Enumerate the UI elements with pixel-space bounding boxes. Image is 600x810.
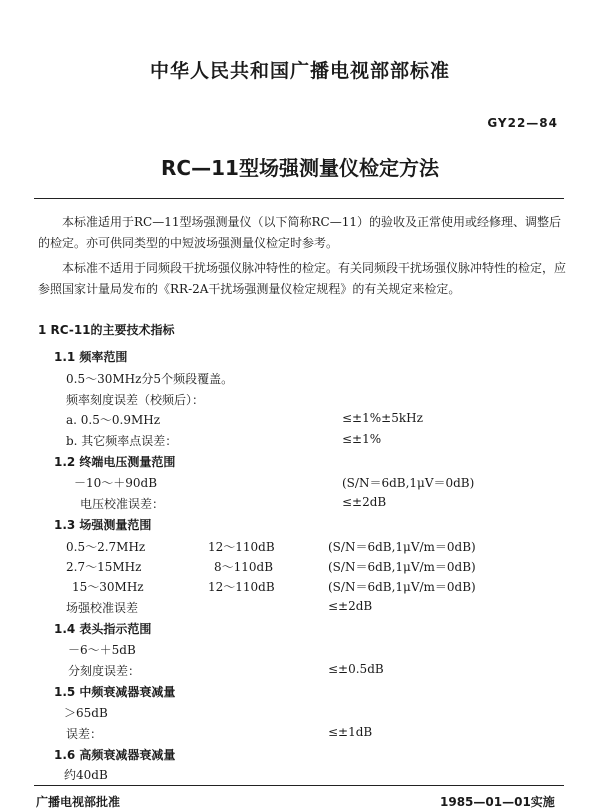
field-range-2: 8～110dB (214, 560, 274, 574)
if-attenuation-error-value: ≤±1dB (328, 725, 373, 739)
if-attenuation-value: ＞65dB (64, 706, 108, 720)
effective-date: 1985—01—01实施 (440, 795, 555, 809)
subsection-1-1-heading: 1.1 频率范围 (54, 350, 128, 364)
terminal-voltage-condition: (S/N＝6dB,1μV＝0dB) (342, 476, 475, 490)
voltage-calibration-value: ≤±2dB (342, 495, 387, 509)
intro-paragraph-2 (38, 258, 566, 300)
frequency-item-b-value: ≤±1% (342, 432, 382, 446)
field-band-1: 0.5～2.7MHz (66, 540, 146, 554)
field-band-3: 15～30MHz (72, 580, 144, 594)
field-range-1: 12～110dB (208, 540, 275, 554)
meter-indication-range: －6～＋5dB (68, 643, 136, 657)
frequency-item-b-label: b. 其它频率点误差： (66, 434, 178, 448)
subsection-1-6-heading: 1.6 高频衰减器衰减量 (54, 748, 176, 762)
division-error-label: 分刻度误差： (68, 664, 141, 678)
subsection-1-4-heading: 1.4 表头指示范围 (54, 622, 152, 636)
frequency-item-a-label: a. 0.5～0.9MHz (66, 413, 161, 427)
issuing-authority: 中华人民共和国广播电视部部标准 (149, 60, 450, 82)
voltage-calibration-label: 电压校准误差： (80, 497, 165, 511)
subsection-1-3-heading: 1.3 场强测量范围 (54, 518, 152, 532)
approval-note: 广播电视部批准 (36, 795, 121, 809)
document-title: RC—11型场强测量仪检定方法 (161, 156, 439, 180)
terminal-voltage-range: －10～＋90dB (74, 476, 158, 490)
subsection-1-2-heading: 1.2 终端电压测量范围 (54, 455, 176, 469)
frequency-calibration-label: 频率刻度误差（校频后）： (66, 393, 205, 407)
field-condition-1: (S/N＝6dB,1μV/m＝0dB) (328, 540, 476, 554)
field-calibration-value: ≤±2dB (328, 599, 373, 613)
field-range-3: 12～110dB (208, 580, 275, 594)
intro-paragraph-2-text: 本标准不适用于同频段干扰场强仪脉冲特性的检定。有关同频段干扰场强仪脉冲特性的检定，应参照国家计量局发布的《RR-2A干扰场强测量仪检定规程》的有关规定来检定。 (38, 261, 567, 296)
standard-code: GY22—84 (487, 116, 558, 130)
subsection-1-5-heading: 1.5 中频衰减器衰减量 (54, 685, 176, 699)
intro-paragraph-1 (38, 212, 566, 254)
field-condition-3: (S/N＝6dB,1μV/m＝0dB) (328, 580, 476, 594)
frequency-item-a-value: ≤±1%±5kHz (342, 411, 423, 425)
division-error-value: ≤±0.5dB (328, 662, 384, 676)
rf-attenuation-value: 约40dB (64, 768, 108, 782)
header-rule (34, 198, 564, 199)
field-condition-2: (S/N＝6dB,1μV/m＝0dB) (328, 560, 476, 574)
field-calibration-label: 场强校准误差 (66, 601, 139, 615)
if-attenuation-error-label: 误差： (66, 727, 103, 741)
section-1-heading: 1 RC-11的主要技术指标 (38, 323, 175, 337)
footer-rule (34, 785, 564, 786)
frequency-coverage: 0.5～30MHz分5个频段覆盖。 (66, 372, 234, 386)
field-band-2: 2.7～15MHz (66, 560, 142, 574)
intro-paragraph-1-text: 本标准适用于RC—11型场强测量仪（以下简称RC—11）的验收及正常使用或经修理、调整后的检定。亦可供同类型的中短波场强测量仪检定时参考。 (38, 215, 561, 250)
